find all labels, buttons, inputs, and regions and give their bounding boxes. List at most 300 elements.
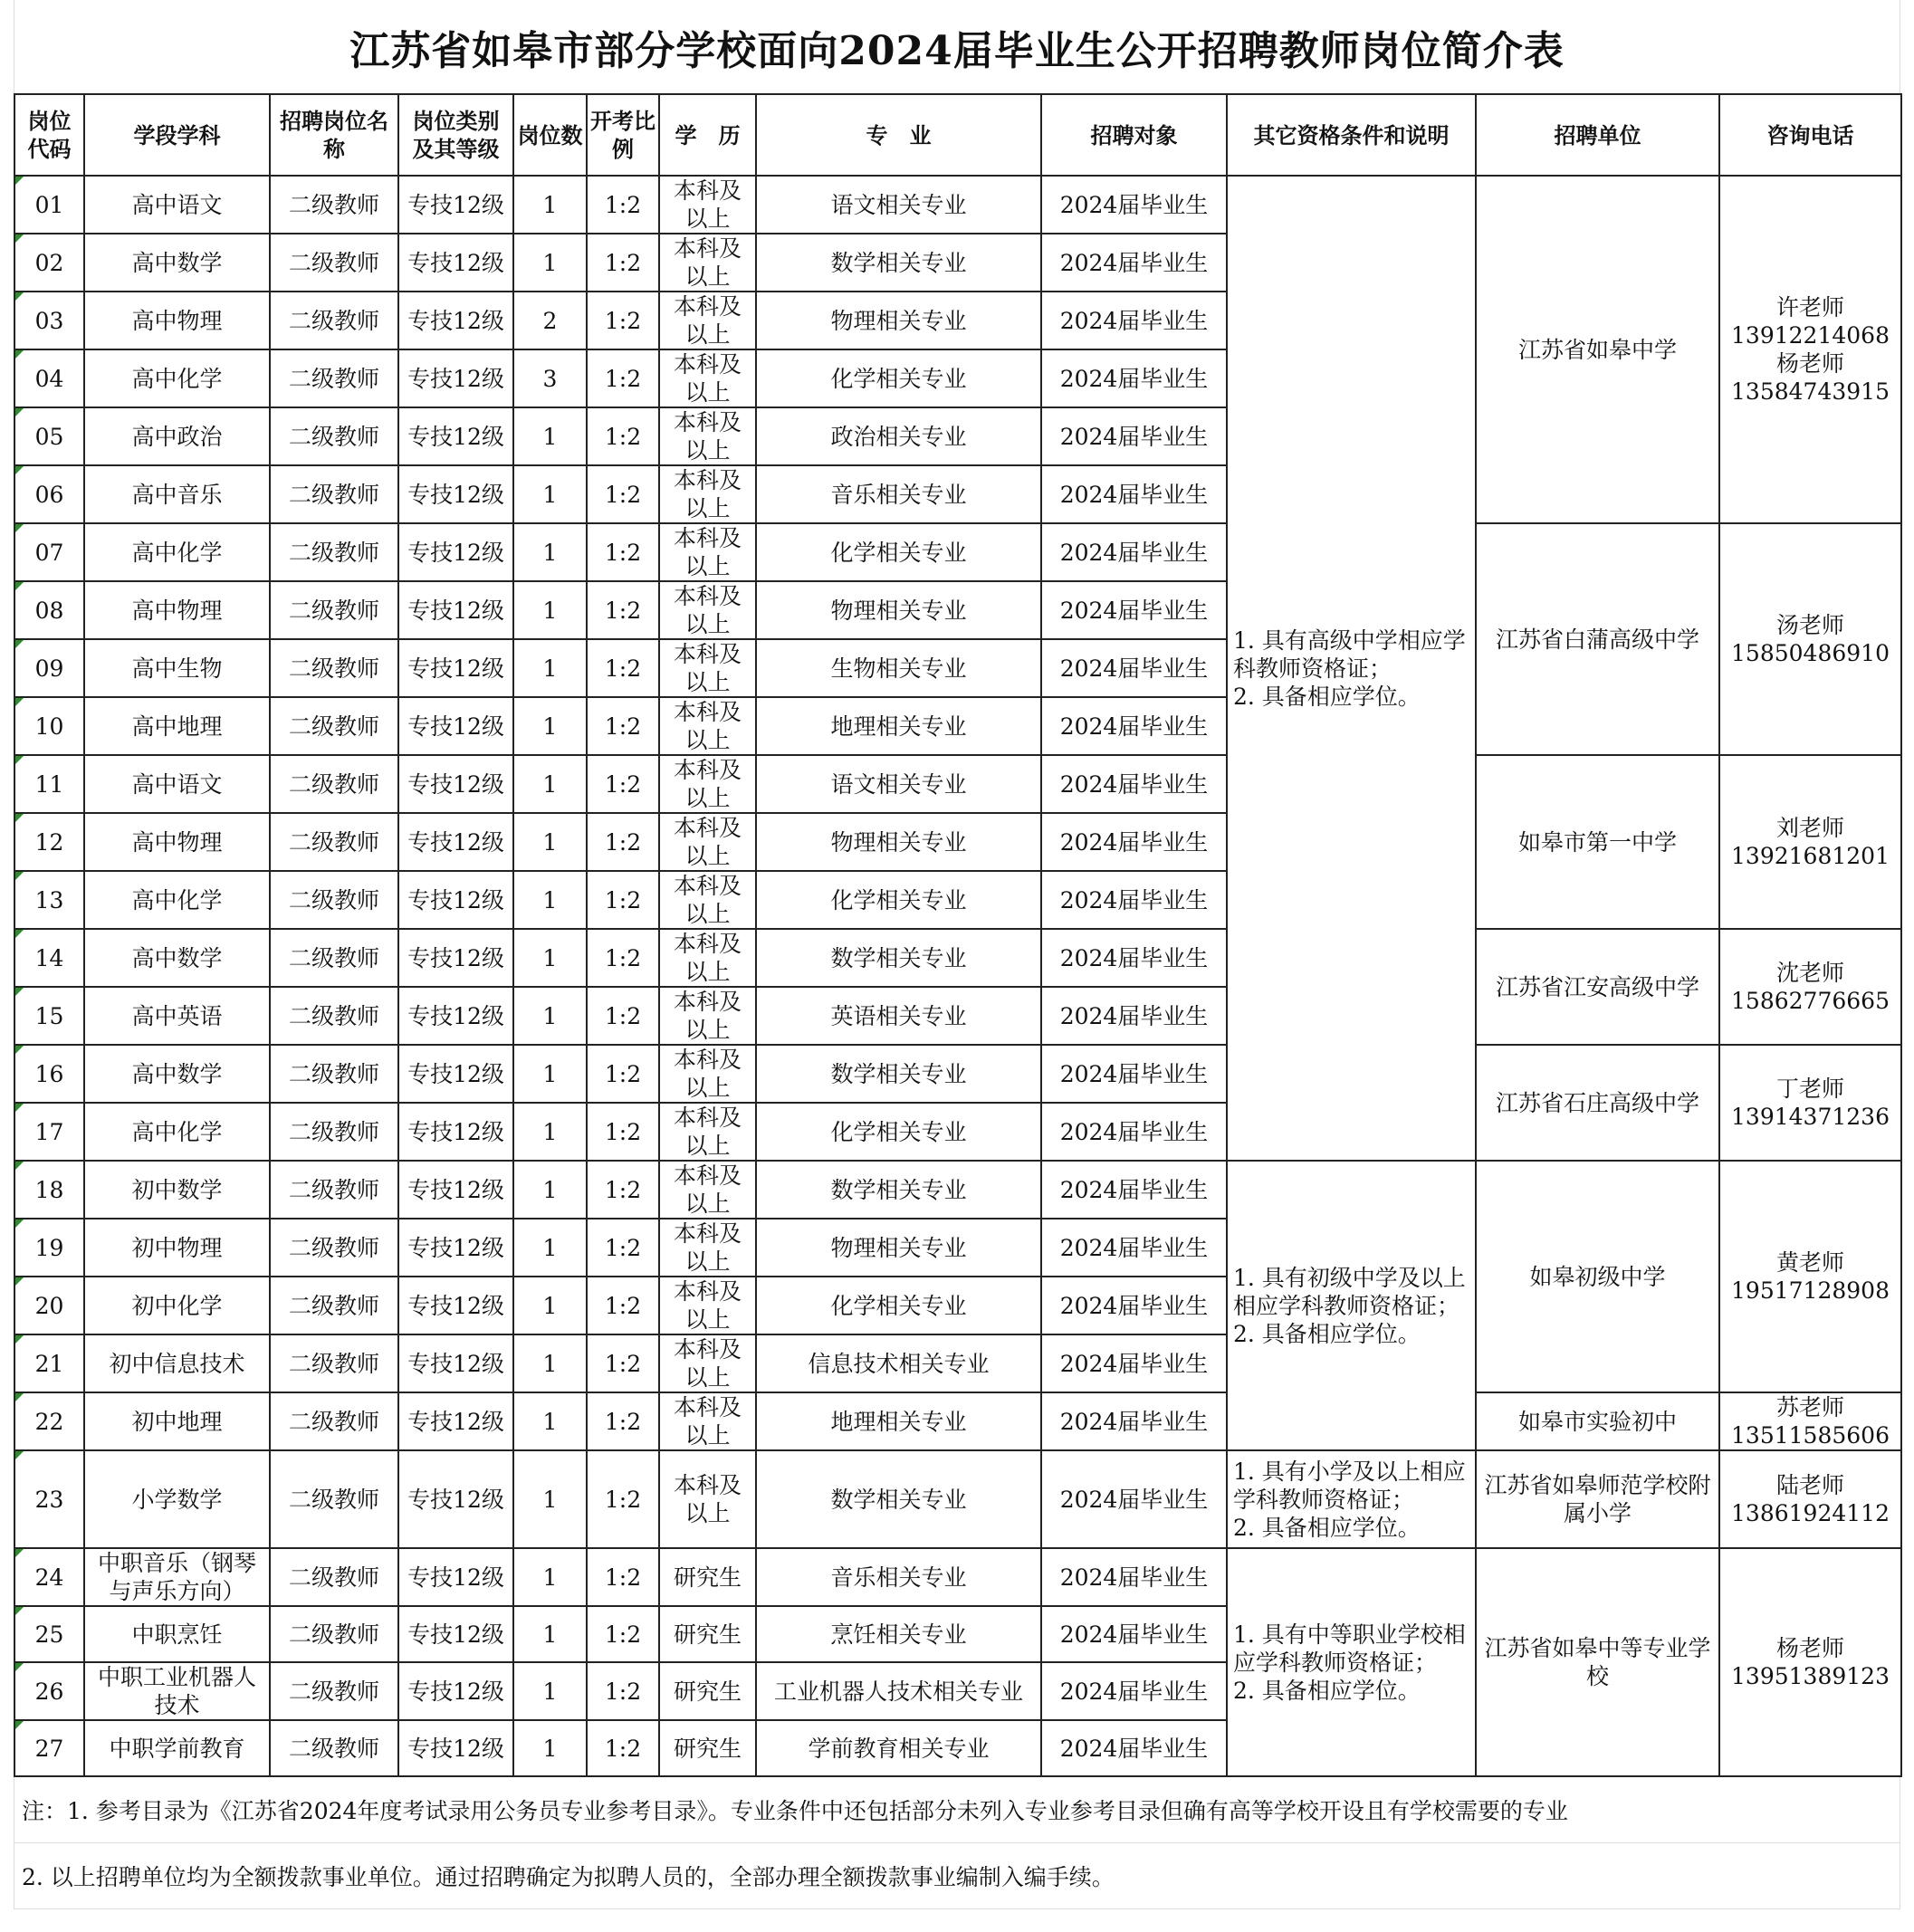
cell-subject: 初中化学 (84, 1277, 270, 1334)
cell-target: 2024届毕业生 (1041, 407, 1227, 465)
cell-grade: 专技12级 (398, 1392, 513, 1450)
table-row (14, 1450, 1901, 1548)
cell-education: 本科及以上 (659, 176, 756, 234)
cell-major: 物理相关专业 (756, 292, 1041, 349)
cell-unit: 江苏省白蒲高级中学 (1476, 523, 1719, 755)
cell-ratio: 1:2 (587, 1045, 659, 1103)
condition-line: 1. 具有初级中学及以上相应学科教师资格证； (1233, 1264, 1466, 1319)
cell-code: 17 (14, 1103, 84, 1161)
cell-subject: 中职烹饪 (84, 1606, 270, 1662)
cell-code: 04 (14, 349, 84, 407)
cell-target: 2024届毕业生 (1041, 929, 1227, 987)
cell-education: 研究生 (659, 1606, 756, 1662)
condition-line: 2. 具备相应学位。 (1233, 1320, 1421, 1347)
condition-line: 2. 具备相应学位。 (1233, 1677, 1421, 1704)
cell-code: 20 (14, 1277, 84, 1334)
cell-target: 2024届毕业生 (1041, 1045, 1227, 1103)
cell-count: 3 (513, 349, 587, 407)
cell-count: 1 (513, 1662, 587, 1720)
cell-grade: 专技12级 (398, 1219, 513, 1277)
table-row (14, 1548, 1901, 1606)
cell-target: 2024届毕业生 (1041, 755, 1227, 813)
cell-post: 二级教师 (270, 292, 398, 349)
header-count: 岗位数 (513, 94, 587, 176)
cell-major: 语文相关专业 (756, 176, 1041, 234)
cell-grade: 专技12级 (398, 234, 513, 292)
cell-target: 2024届毕业生 (1041, 1219, 1227, 1277)
cell-major: 数学相关专业 (756, 234, 1041, 292)
cell-subject: 小学数学 (84, 1450, 270, 1548)
cell-count: 1 (513, 176, 587, 234)
cell-education: 本科及以上 (659, 697, 756, 755)
condition-line: 1. 具有小学及以上相应学科教师资格证； (1233, 1458, 1466, 1513)
cell-major: 数学相关专业 (756, 1161, 1041, 1219)
cell-education: 本科及以上 (659, 1219, 756, 1277)
cell-education: 本科及以上 (659, 1161, 756, 1219)
cell-major: 政治相关专业 (756, 407, 1041, 465)
cell-ratio: 1:2 (587, 1161, 659, 1219)
cell-code: 26 (14, 1662, 84, 1720)
cell-education: 本科及以上 (659, 871, 756, 929)
cell-grade: 专技12级 (398, 1334, 513, 1392)
cell-phone (1719, 1392, 1901, 1450)
positions-table (14, 93, 1902, 1777)
cell-subject: 高中物理 (84, 813, 270, 871)
cell-ratio: 1:2 (587, 697, 659, 755)
cell-subject: 高中语文 (84, 176, 270, 234)
cell-education: 本科及以上 (659, 1450, 756, 1548)
cell-grade: 专技12级 (398, 639, 513, 697)
cell-count: 1 (513, 1161, 587, 1219)
cell-subject: 中职学前教育 (84, 1720, 270, 1776)
cell-target: 2024届毕业生 (1041, 581, 1227, 639)
cell-target: 2024届毕业生 (1041, 1392, 1227, 1450)
cell-major: 数学相关专业 (756, 929, 1041, 987)
cell-major: 数学相关专业 (756, 1045, 1041, 1103)
cell-grade: 专技12级 (398, 1161, 513, 1219)
cell-unit: 如皋市实验初中 (1476, 1392, 1719, 1450)
cell-grade: 专技12级 (398, 697, 513, 755)
header-unit: 招聘单位 (1476, 94, 1719, 176)
contact-name: 丁老师 (1775, 1076, 1844, 1102)
cell-ratio: 1:2 (587, 1103, 659, 1161)
cell-code: 10 (14, 697, 84, 755)
cell-major: 语文相关专业 (756, 755, 1041, 813)
cell-unit: 江苏省如皋中等专业学校 (1476, 1548, 1719, 1776)
condition-line: 1. 具有高级中学相应学科教师资格证； (1233, 626, 1466, 682)
cell-other-conditions (1227, 1548, 1476, 1776)
cell-post: 二级教师 (270, 349, 398, 407)
cell-ratio: 1:2 (587, 176, 659, 234)
cell-post: 二级教师 (270, 1662, 398, 1720)
contact-name: 陆老师 (1775, 1472, 1844, 1498)
cell-phone (1719, 1548, 1901, 1776)
cell-target: 2024届毕业生 (1041, 987, 1227, 1045)
cell-count: 1 (513, 1334, 587, 1392)
cell-subject: 高中政治 (84, 407, 270, 465)
cell-code: 05 (14, 407, 84, 465)
cell-code: 21 (14, 1334, 84, 1392)
cell-education: 研究生 (659, 1662, 756, 1720)
cell-phone (1719, 523, 1901, 755)
header-subject: 学段学科 (84, 94, 270, 176)
cell-grade: 专技12级 (398, 1103, 513, 1161)
cell-post: 二级教师 (270, 639, 398, 697)
cell-count: 1 (513, 1720, 587, 1776)
cell-grade: 专技12级 (398, 871, 513, 929)
cell-ratio: 1:2 (587, 1277, 659, 1334)
cell-major: 生物相关专业 (756, 639, 1041, 697)
cell-code: 01 (14, 176, 84, 234)
cell-target: 2024届毕业生 (1041, 1720, 1227, 1776)
cell-subject: 初中数学 (84, 1161, 270, 1219)
cell-post: 二级教师 (270, 1277, 398, 1334)
cell-code: 27 (14, 1720, 84, 1776)
cell-major: 化学相关专业 (756, 1277, 1041, 1334)
contact-name: 沈老师 (1775, 960, 1844, 986)
cell-phone (1719, 1161, 1901, 1392)
cell-subject: 中职音乐（钢琴与声乐方向） (84, 1548, 270, 1606)
contact-name: 许老师 (1775, 294, 1844, 320)
cell-grade: 专技12级 (398, 929, 513, 987)
cell-major: 数学相关专业 (756, 1450, 1041, 1548)
cell-phone (1719, 1450, 1901, 1548)
cell-count: 1 (513, 1548, 587, 1606)
contact-phone: 13914371236 (1731, 1104, 1890, 1130)
cell-code: 19 (14, 1219, 84, 1277)
cell-post: 二级教师 (270, 1720, 398, 1776)
contact-name: 汤老师 (1775, 612, 1844, 638)
cell-code: 24 (14, 1548, 84, 1606)
cell-grade: 专技12级 (398, 581, 513, 639)
cell-target: 2024届毕业生 (1041, 234, 1227, 292)
cell-grade: 专技12级 (398, 292, 513, 349)
cell-post: 二级教师 (270, 176, 398, 234)
cell-subject: 高中数学 (84, 234, 270, 292)
cell-subject: 高中英语 (84, 987, 270, 1045)
cell-post: 二级教师 (270, 871, 398, 929)
header-other-conditions: 其它资格条件和说明 (1227, 94, 1476, 176)
cell-code: 13 (14, 871, 84, 929)
cell-unit: 江苏省如皋师范学校附属小学 (1476, 1450, 1719, 1548)
cell-ratio: 1:2 (587, 929, 659, 987)
cell-education: 本科及以上 (659, 1045, 756, 1103)
cell-post: 二级教师 (270, 523, 398, 581)
table-row (14, 1161, 1901, 1219)
cell-post: 二级教师 (270, 1392, 398, 1450)
header-grade: 岗位类别及其等级 (398, 94, 513, 176)
cell-post: 二级教师 (270, 987, 398, 1045)
cell-other-conditions (1227, 176, 1476, 1161)
cell-subject: 高中化学 (84, 1103, 270, 1161)
contact-name: 刘老师 (1775, 815, 1844, 841)
cell-count: 1 (513, 1219, 587, 1277)
cell-ratio: 1:2 (587, 1450, 659, 1548)
cell-major: 地理相关专业 (756, 697, 1041, 755)
cell-target: 2024届毕业生 (1041, 1450, 1227, 1548)
cell-unit: 江苏省石庄高级中学 (1476, 1045, 1719, 1161)
cell-phone (1719, 755, 1901, 929)
cell-grade: 专技12级 (398, 755, 513, 813)
cell-education: 本科及以上 (659, 1103, 756, 1161)
cell-ratio: 1:2 (587, 1606, 659, 1662)
cell-subject: 高中音乐 (84, 465, 270, 523)
cell-subject: 高中物理 (84, 581, 270, 639)
cell-unit: 江苏省如皋中学 (1476, 176, 1719, 523)
cell-post: 二级教师 (270, 813, 398, 871)
cell-major: 音乐相关专业 (756, 465, 1041, 523)
cell-subject: 中职工业机器人技术 (84, 1662, 270, 1720)
header-phone: 咨询电话 (1719, 94, 1901, 176)
cell-ratio: 1:2 (587, 1392, 659, 1450)
cell-education: 本科及以上 (659, 465, 756, 523)
cell-count: 1 (513, 1045, 587, 1103)
cell-ratio: 1:2 (587, 987, 659, 1045)
contact-phone: 13511585606 (1731, 1422, 1890, 1449)
cell-grade: 专技12级 (398, 813, 513, 871)
cell-ratio: 1:2 (587, 523, 659, 581)
cell-code: 07 (14, 523, 84, 581)
cell-major: 物理相关专业 (756, 813, 1041, 871)
cell-code: 18 (14, 1161, 84, 1219)
cell-education: 研究生 (659, 1720, 756, 1776)
cell-count: 1 (513, 929, 587, 987)
cell-education: 本科及以上 (659, 987, 756, 1045)
cell-unit: 如皋市第一中学 (1476, 755, 1719, 929)
cell-grade: 专技12级 (398, 1450, 513, 1548)
cell-grade: 专技12级 (398, 1662, 513, 1720)
contact-phone: 15862776665 (1731, 988, 1890, 1014)
cell-target: 2024届毕业生 (1041, 697, 1227, 755)
table-row (14, 523, 1901, 581)
cell-count: 1 (513, 755, 587, 813)
contact-name: 杨老师 (1775, 350, 1844, 377)
cell-grade: 专技12级 (398, 987, 513, 1045)
cell-subject: 初中信息技术 (84, 1334, 270, 1392)
cell-code: 08 (14, 581, 84, 639)
contact-phone: 13921681201 (1731, 843, 1890, 869)
header-education: 学 历 (659, 94, 756, 176)
cell-target: 2024届毕业生 (1041, 871, 1227, 929)
cell-count: 1 (513, 465, 587, 523)
cell-code: 12 (14, 813, 84, 871)
table-row (14, 929, 1901, 987)
cell-ratio: 1:2 (587, 871, 659, 929)
cell-ratio: 1:2 (587, 407, 659, 465)
cell-grade: 专技12级 (398, 1720, 513, 1776)
cell-major: 信息技术相关专业 (756, 1334, 1041, 1392)
cell-subject: 高中语文 (84, 755, 270, 813)
cell-count: 1 (513, 1277, 587, 1334)
cell-code: 03 (14, 292, 84, 349)
cell-education: 本科及以上 (659, 1277, 756, 1334)
header-ratio: 开考比例 (587, 94, 659, 176)
cell-major: 化学相关专业 (756, 523, 1041, 581)
cell-education: 本科及以上 (659, 234, 756, 292)
cell-code: 23 (14, 1450, 84, 1548)
cell-code: 11 (14, 755, 84, 813)
table-row (14, 755, 1901, 813)
cell-target: 2024届毕业生 (1041, 639, 1227, 697)
cell-subject: 高中生物 (84, 639, 270, 697)
cell-major: 烹饪相关专业 (756, 1606, 1041, 1662)
cell-code: 16 (14, 1045, 84, 1103)
header-post: 招聘岗位名称 (270, 94, 398, 176)
cell-major: 物理相关专业 (756, 581, 1041, 639)
cell-grade: 专技12级 (398, 523, 513, 581)
cell-major: 地理相关专业 (756, 1392, 1041, 1450)
cell-ratio: 1:2 (587, 292, 659, 349)
cell-major: 化学相关专业 (756, 349, 1041, 407)
cell-ratio: 1:2 (587, 639, 659, 697)
cell-ratio: 1:2 (587, 755, 659, 813)
cell-subject: 高中地理 (84, 697, 270, 755)
cell-major: 音乐相关专业 (756, 1548, 1041, 1606)
cell-education: 本科及以上 (659, 349, 756, 407)
cell-target: 2024届毕业生 (1041, 292, 1227, 349)
cell-major: 化学相关专业 (756, 1103, 1041, 1161)
cell-subject: 高中物理 (84, 292, 270, 349)
cell-count: 1 (513, 234, 587, 292)
contact-phone: 13584743915 (1731, 378, 1890, 405)
cell-grade: 专技12级 (398, 1045, 513, 1103)
cell-post: 二级教师 (270, 1334, 398, 1392)
page-title: 江苏省如皋市部分学校面向2024届毕业生公开招聘教师岗位简介表 (14, 0, 1900, 93)
cell-target: 2024届毕业生 (1041, 1103, 1227, 1161)
cell-code: 09 (14, 639, 84, 697)
cell-ratio: 1:2 (587, 1720, 659, 1776)
cell-grade: 专技12级 (398, 1606, 513, 1662)
cell-major: 化学相关专业 (756, 871, 1041, 929)
header-target: 招聘对象 (1041, 94, 1227, 176)
cell-education: 本科及以上 (659, 1334, 756, 1392)
cell-unit: 江苏省江安高级中学 (1476, 929, 1719, 1045)
header-row (14, 94, 1901, 176)
cell-post: 二级教师 (270, 1103, 398, 1161)
cell-target: 2024届毕业生 (1041, 1662, 1227, 1720)
cell-subject: 初中物理 (84, 1219, 270, 1277)
table-row (14, 1045, 1901, 1103)
cell-target: 2024届毕业生 (1041, 1277, 1227, 1334)
contact-phone: 15850486910 (1731, 640, 1890, 666)
cell-education: 本科及以上 (659, 407, 756, 465)
cell-count: 1 (513, 1450, 587, 1548)
cell-post: 二级教师 (270, 234, 398, 292)
cell-education: 本科及以上 (659, 523, 756, 581)
cell-count: 1 (513, 581, 587, 639)
cell-major: 物理相关专业 (756, 1219, 1041, 1277)
cell-grade: 专技12级 (398, 1548, 513, 1606)
contact-phone: 13861924112 (1731, 1500, 1890, 1526)
cell-count: 1 (513, 987, 587, 1045)
cell-post: 二级教师 (270, 1606, 398, 1662)
cell-education: 本科及以上 (659, 639, 756, 697)
cell-post: 二级教师 (270, 697, 398, 755)
cell-target: 2024届毕业生 (1041, 349, 1227, 407)
cell-education: 本科及以上 (659, 1392, 756, 1450)
note-2: 2. 以上招聘单位均为全额拨款事业单位。通过招聘确定为拟聘人员的，全部办理全额拨款事业编制入编手续。 (14, 1843, 1900, 1909)
contact-phone: 19517128908 (1731, 1277, 1890, 1304)
contact-name: 苏老师 (1775, 1394, 1844, 1420)
condition-line: 2. 具备相应学位。 (1233, 1514, 1421, 1541)
cell-subject: 高中化学 (84, 871, 270, 929)
cell-ratio: 1:2 (587, 349, 659, 407)
cell-post: 二级教师 (270, 1548, 398, 1606)
cell-education: 本科及以上 (659, 581, 756, 639)
cell-major: 学前教育相关专业 (756, 1720, 1041, 1776)
header-code: 岗位代码 (14, 94, 84, 176)
cell-code: 22 (14, 1392, 84, 1450)
cell-grade: 专技12级 (398, 176, 513, 234)
cell-post: 二级教师 (270, 1450, 398, 1548)
cell-grade: 专技12级 (398, 349, 513, 407)
cell-education: 本科及以上 (659, 929, 756, 987)
cell-subject: 高中数学 (84, 1045, 270, 1103)
cell-ratio: 1:2 (587, 1334, 659, 1392)
cell-target: 2024届毕业生 (1041, 465, 1227, 523)
table-row (14, 176, 1901, 234)
cell-count: 1 (513, 1392, 587, 1450)
cell-post: 二级教师 (270, 1219, 398, 1277)
contact-phone: 13951389123 (1731, 1663, 1890, 1689)
cell-education: 本科及以上 (659, 292, 756, 349)
cell-ratio: 1:2 (587, 1548, 659, 1606)
cell-post: 二级教师 (270, 465, 398, 523)
cell-code: 06 (14, 465, 84, 523)
cell-post: 二级教师 (270, 755, 398, 813)
cell-ratio: 1:2 (587, 1662, 659, 1720)
cell-grade: 专技12级 (398, 1277, 513, 1334)
cell-ratio: 1:2 (587, 581, 659, 639)
recruitment-sheet (14, 0, 1900, 1909)
cell-ratio: 1:2 (587, 234, 659, 292)
cell-major: 工业机器人技术相关专业 (756, 1662, 1041, 1720)
cell-count: 1 (513, 1103, 587, 1161)
contact-name: 杨老师 (1775, 1635, 1844, 1661)
cell-count: 1 (513, 871, 587, 929)
cell-phone (1719, 929, 1901, 1045)
cell-other-conditions (1227, 1450, 1476, 1548)
cell-ratio: 1:2 (587, 1219, 659, 1277)
cell-ratio: 1:2 (587, 813, 659, 871)
cell-code: 02 (14, 234, 84, 292)
cell-count: 1 (513, 813, 587, 871)
cell-count: 1 (513, 407, 587, 465)
cell-target: 2024届毕业生 (1041, 176, 1227, 234)
cell-count: 1 (513, 697, 587, 755)
condition-line: 1. 具有中等职业学校相应学科教师资格证； (1233, 1621, 1466, 1676)
cell-unit: 如皋初级中学 (1476, 1161, 1719, 1392)
cell-count: 2 (513, 292, 587, 349)
cell-major: 英语相关专业 (756, 987, 1041, 1045)
cell-education: 本科及以上 (659, 755, 756, 813)
cell-target: 2024届毕业生 (1041, 813, 1227, 871)
cell-target: 2024届毕业生 (1041, 523, 1227, 581)
cell-target: 2024届毕业生 (1041, 1334, 1227, 1392)
cell-education: 研究生 (659, 1548, 756, 1606)
contact-name: 黄老师 (1775, 1249, 1844, 1276)
cell-code: 25 (14, 1606, 84, 1662)
cell-target: 2024届毕业生 (1041, 1161, 1227, 1219)
cell-post: 二级教师 (270, 1161, 398, 1219)
cell-subject: 高中化学 (84, 523, 270, 581)
cell-phone (1719, 1045, 1901, 1161)
cell-education: 本科及以上 (659, 813, 756, 871)
cell-target: 2024届毕业生 (1041, 1548, 1227, 1606)
cell-count: 1 (513, 639, 587, 697)
cell-post: 二级教师 (270, 929, 398, 987)
contact-phone: 13912214068 (1731, 322, 1890, 349)
